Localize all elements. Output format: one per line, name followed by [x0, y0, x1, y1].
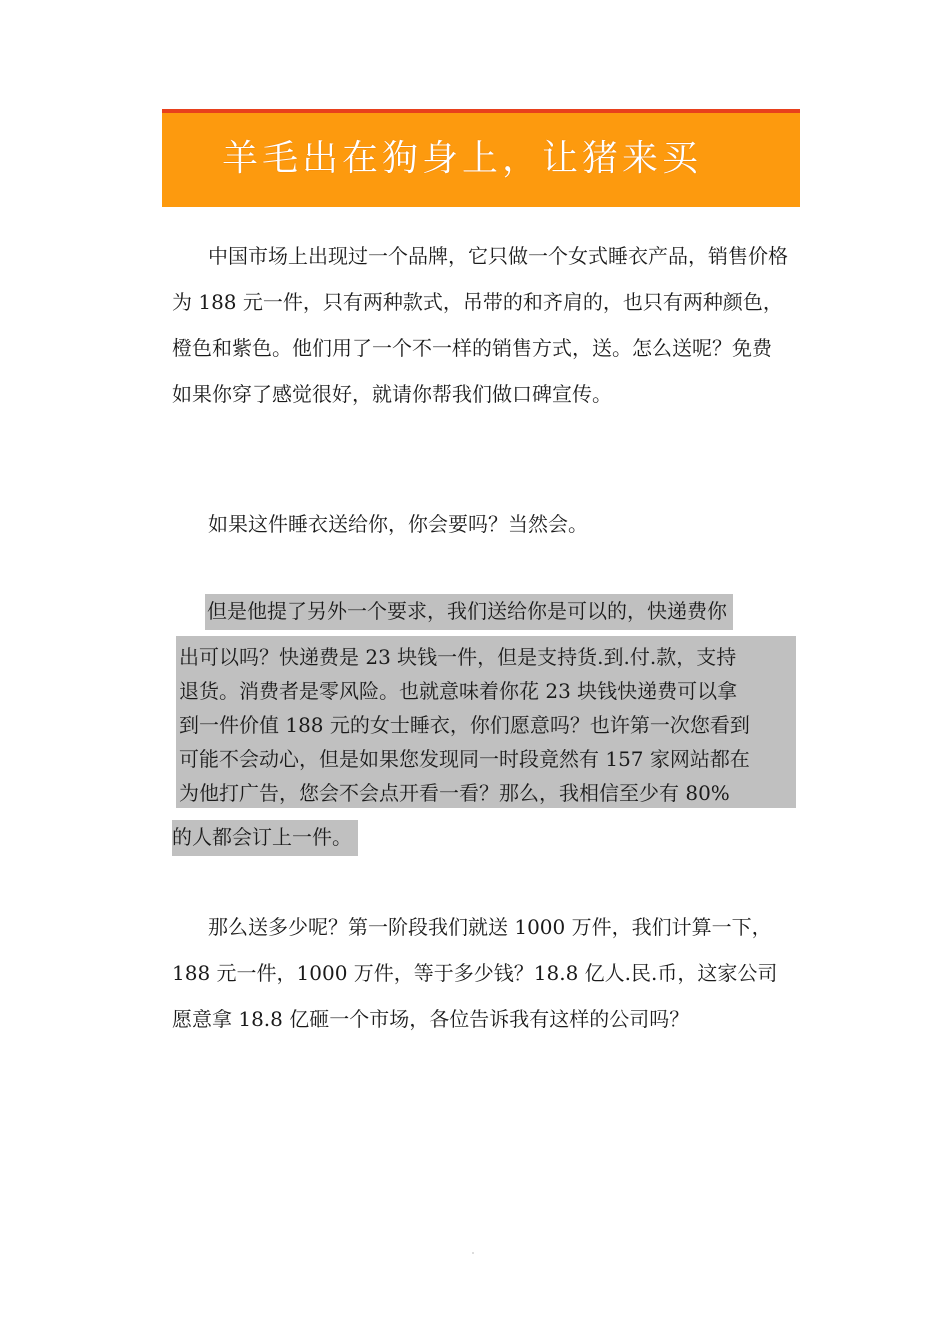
highlighted-line: 出可以吗？快递费是 23 块钱一件，但是支持货.到.付.款，支持 — [179, 645, 737, 669]
paragraph-calculation: 那么送多少呢？第一阶段我们就送 1000 万件，我们计算一下，188 元一件，1000 万件，等于多少钱？18.8 亿人.民.币，这家公司愿意拿 18.8 亿砸一个市场，各位告诉我有这样的公司吗？ — [172, 915, 778, 1031]
footer-mark — [472, 1252, 474, 1254]
highlighted-line: 到一件价值 188 元的女士睡衣，你们愿意吗？也许第一次您看到 — [179, 713, 750, 737]
paragraph-brand-intro: 中国市场上出现过一个品牌，它只做一个女式睡衣产品，销售价格为 188 元一件，只有两种款式，吊带的和齐肩的，也只有两种颜色，橙色和紫色。他们用了一个不一样的销售方式，送。怎么送呢？免费如果你穿了感觉很好，就请你帮我们做口碑宣传。 — [172, 244, 788, 406]
highlighted-paragraph-block — [176, 636, 796, 808]
highlighted-line: 的人都会订上一件。 — [172, 820, 358, 856]
highlighted-line: 可能不会动心，但是如果您发现同一时段竟然有 157 家网站都在 — [179, 747, 750, 771]
highlighted-line: 退货。消费者是零风险。也就意味着你花 23 块钱快递费可以拿 — [179, 679, 738, 703]
highlighted-line: 但是他提了另外一个要求，我们送给你是可以的，快递费你 — [205, 594, 733, 630]
page-title: 羊毛出在狗身上，让猪来买 — [222, 138, 703, 179]
paragraph-question: 如果这件睡衣送给你，你会要吗？当然会。 — [208, 512, 588, 536]
highlighted-line: 为他打广告，您会不会点开看一看？那么，我相信至少有 80% — [179, 781, 730, 805]
